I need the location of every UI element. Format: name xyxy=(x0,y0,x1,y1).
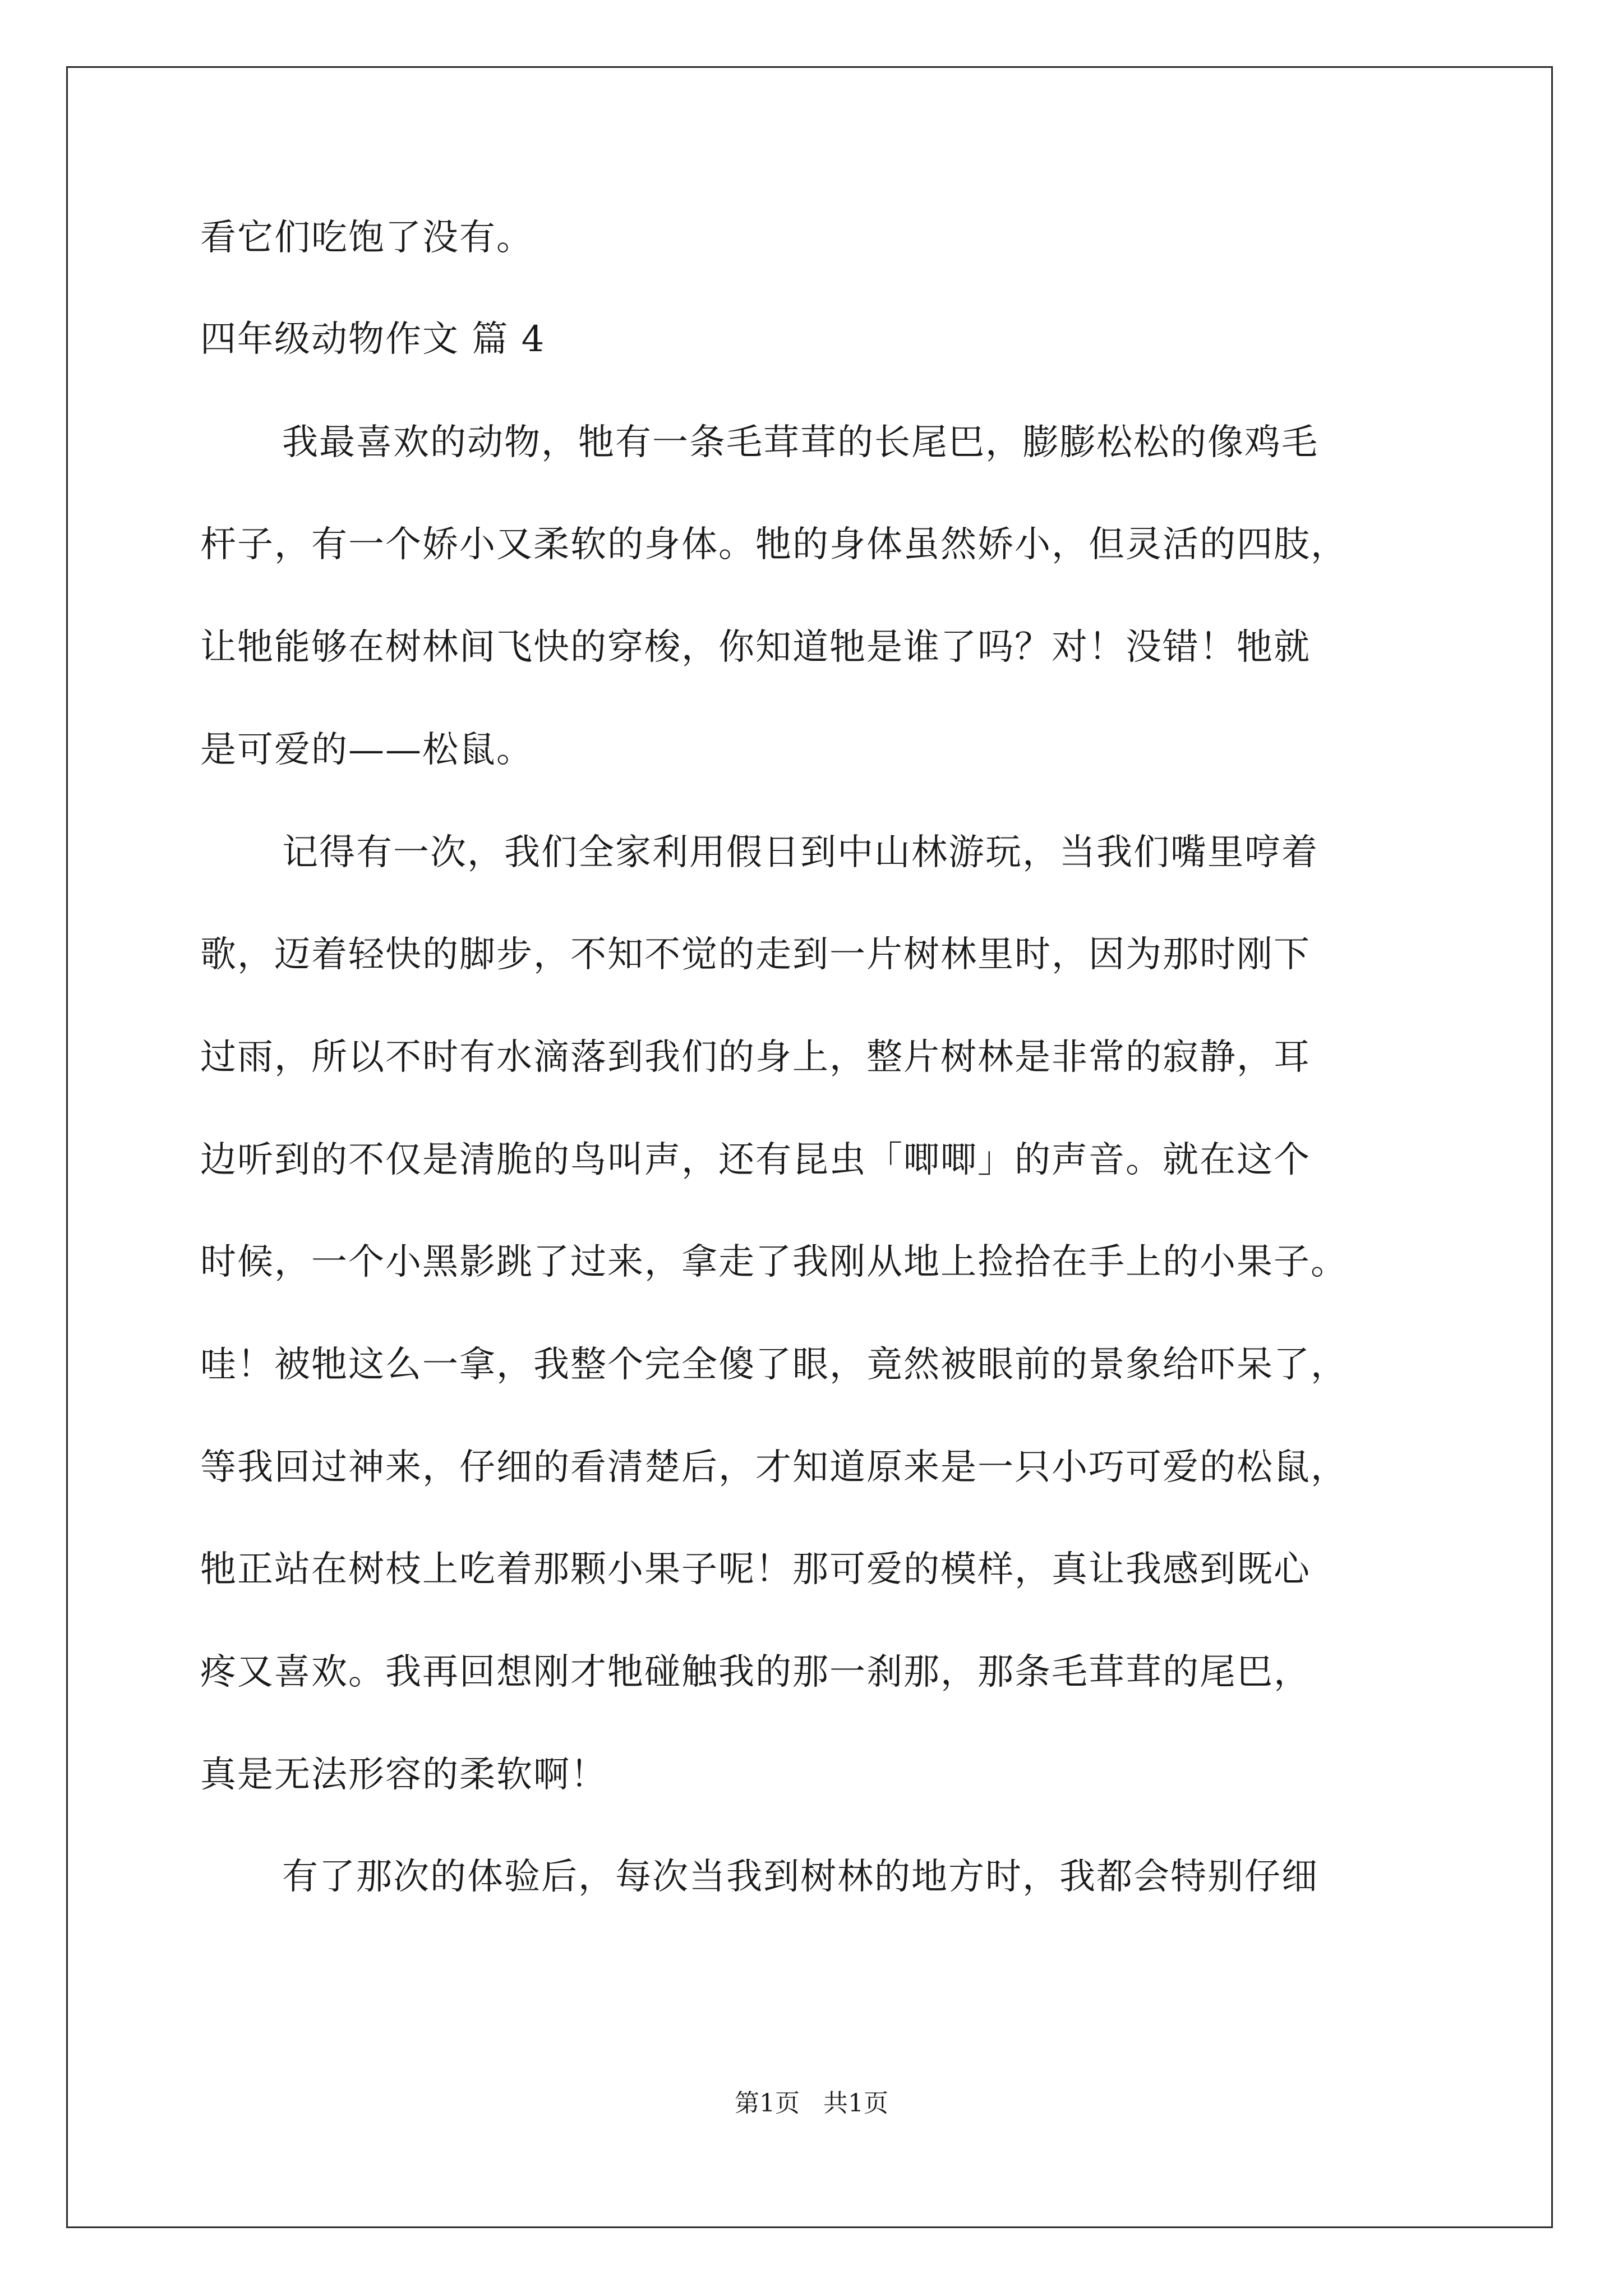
section-heading: 四年级动物作文 篇 4 xyxy=(200,319,546,360)
page-number: 第1页 xyxy=(735,2089,800,2118)
paragraph-start-line: 有了那次的体验后，每次当我到树林的地方时，我都会特别仔细 xyxy=(282,1856,1318,1898)
text-line: 时候，一个小黑影跳了过来，拿走了我刚从地上捡拾在手上的小果子。 xyxy=(200,1241,1348,1283)
text-line: 边听到的不仅是清脆的鸟叫声，还有昆虫「唧唧」的声音。就在这个 xyxy=(200,1139,1311,1181)
text-line: 让牠能够在树林间飞快的穿梭，你知道牠是谁了吗？对！没错！牠就 xyxy=(200,627,1311,668)
text-line: 过雨，所以不时有水滴落到我们的身上，整片树林是非常的寂静，耳 xyxy=(200,1037,1311,1078)
text-line: 看它们吃饱了没有。 xyxy=(200,217,533,259)
text-line: 哇！被牠这么一拿，我整个完全傻了眼，竟然被眼前的景象给吓呆了， xyxy=(200,1344,1348,1386)
text-line: 歌，迈着轻快的脚步，不知不觉的走到一片树林里时，因为那时刚下 xyxy=(200,934,1311,976)
paragraph-start-line: 记得有一次，我们全家利用假日到中山林游玩，当我们嘴里哼着 xyxy=(282,832,1318,873)
text-line: 杆子，有一个娇小又柔软的身体。牠的身体虽然娇小，但灵活的四肢， xyxy=(200,524,1348,565)
page-footer xyxy=(0,2090,1623,2118)
text-line: 疼又喜欢。我再回想刚才牠碰触我的那一刹那，那条毛茸茸的尾巴， xyxy=(200,1651,1311,1693)
text-line: 牠正站在树枝上吃着那颗小果子呢！那可爱的模样，真让我感到既心 xyxy=(200,1549,1311,1590)
text-line: 等我回过神来，仔细的看清楚后，才知道原来是一只小巧可爱的松鼠， xyxy=(200,1447,1348,1488)
page-total: 共1页 xyxy=(823,2089,888,2118)
text-line: 是可爱的——松鼠。 xyxy=(200,729,533,771)
paragraph-start-line: 我最喜欢的动物，牠有一条毛茸茸的长尾巴，膨膨松松的像鸡毛 xyxy=(282,422,1318,463)
text-line: 真是无法形容的柔软啊！ xyxy=(200,1754,607,1796)
